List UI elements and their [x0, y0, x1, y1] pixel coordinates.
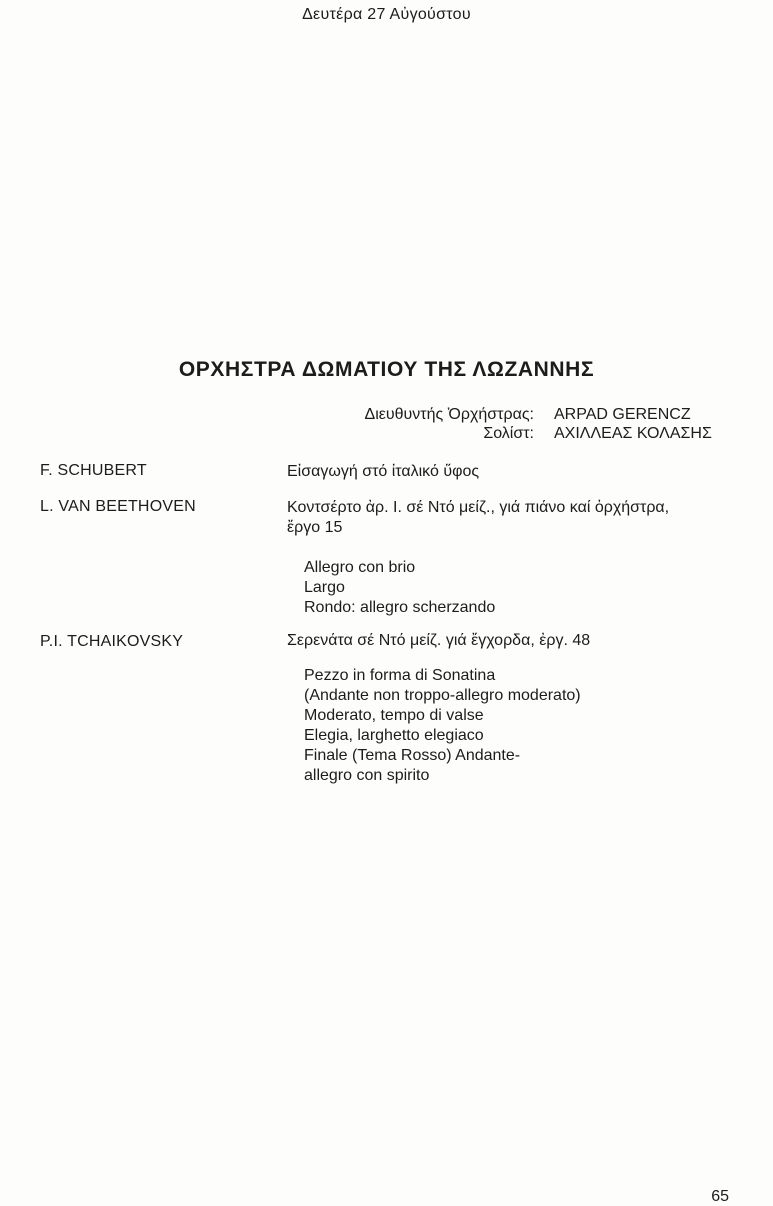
soloist-name: ΑΧΙΛΛΕΑΣ ΚΟΛΑΣΗΣ: [554, 425, 712, 442]
page-number: 65: [711, 1188, 729, 1205]
work-line: ἔργο 15: [287, 519, 343, 536]
movement: Rondo: allegro scherzando: [304, 599, 496, 616]
concert-title: ΟΡΧΗΣΤΡΑ ΔΩΜΑΤΙΟΥ ΤΗΣ ΛΩΖΑΝΝΗΣ: [178, 358, 595, 381]
movement: Moderato, tempo di valse: [304, 707, 484, 724]
conductor-name: ARPAD GERENCZ: [554, 406, 691, 423]
movement: Finale (Tema Rosso) Andante-: [304, 747, 521, 764]
header-date: Δευτέρα 27 Αὐγούστου: [302, 6, 471, 23]
movements-beethoven: [304, 558, 495, 618]
conductor-label: Διευθυντής Ὀρχήστρας:: [364, 406, 534, 423]
work-schubert: [287, 462, 479, 482]
composer-schubert: F. SCHUBERT: [40, 462, 147, 479]
soloist-label: Σολίστ:: [483, 425, 534, 442]
movement: Allegro con brio: [304, 559, 416, 576]
work-line: Σερενάτα σέ Ντό μείζ. γιά ἔγχορδα, ἐργ. 48: [287, 632, 591, 649]
composer-tchaikovsky: P.I. TCHAIKOVSKY: [40, 633, 184, 650]
movement: Elegia, larghetto elegiaco: [304, 727, 484, 744]
work-tchaikovsky: [287, 631, 590, 651]
movements-tchaikovsky: [304, 666, 581, 786]
work-line: Εἰσαγωγή στό ἰταλικό ὕφος: [287, 463, 480, 480]
movement: Pezzo in forma di Sonatina: [304, 667, 496, 684]
work-line: Κοντσέρτο ἀρ. Ι. σέ Ντό μείζ., γιά πιάνο καί ὀρχήστρα,: [287, 499, 670, 516]
movement: Largo: [304, 579, 345, 596]
movement: (Andante non troppo-allegro moderato): [304, 687, 581, 704]
work-beethoven: [287, 498, 669, 538]
movement: allegro con spirito: [304, 767, 430, 784]
composer-beethoven: L. VAN BEETHOVEN: [40, 498, 196, 515]
